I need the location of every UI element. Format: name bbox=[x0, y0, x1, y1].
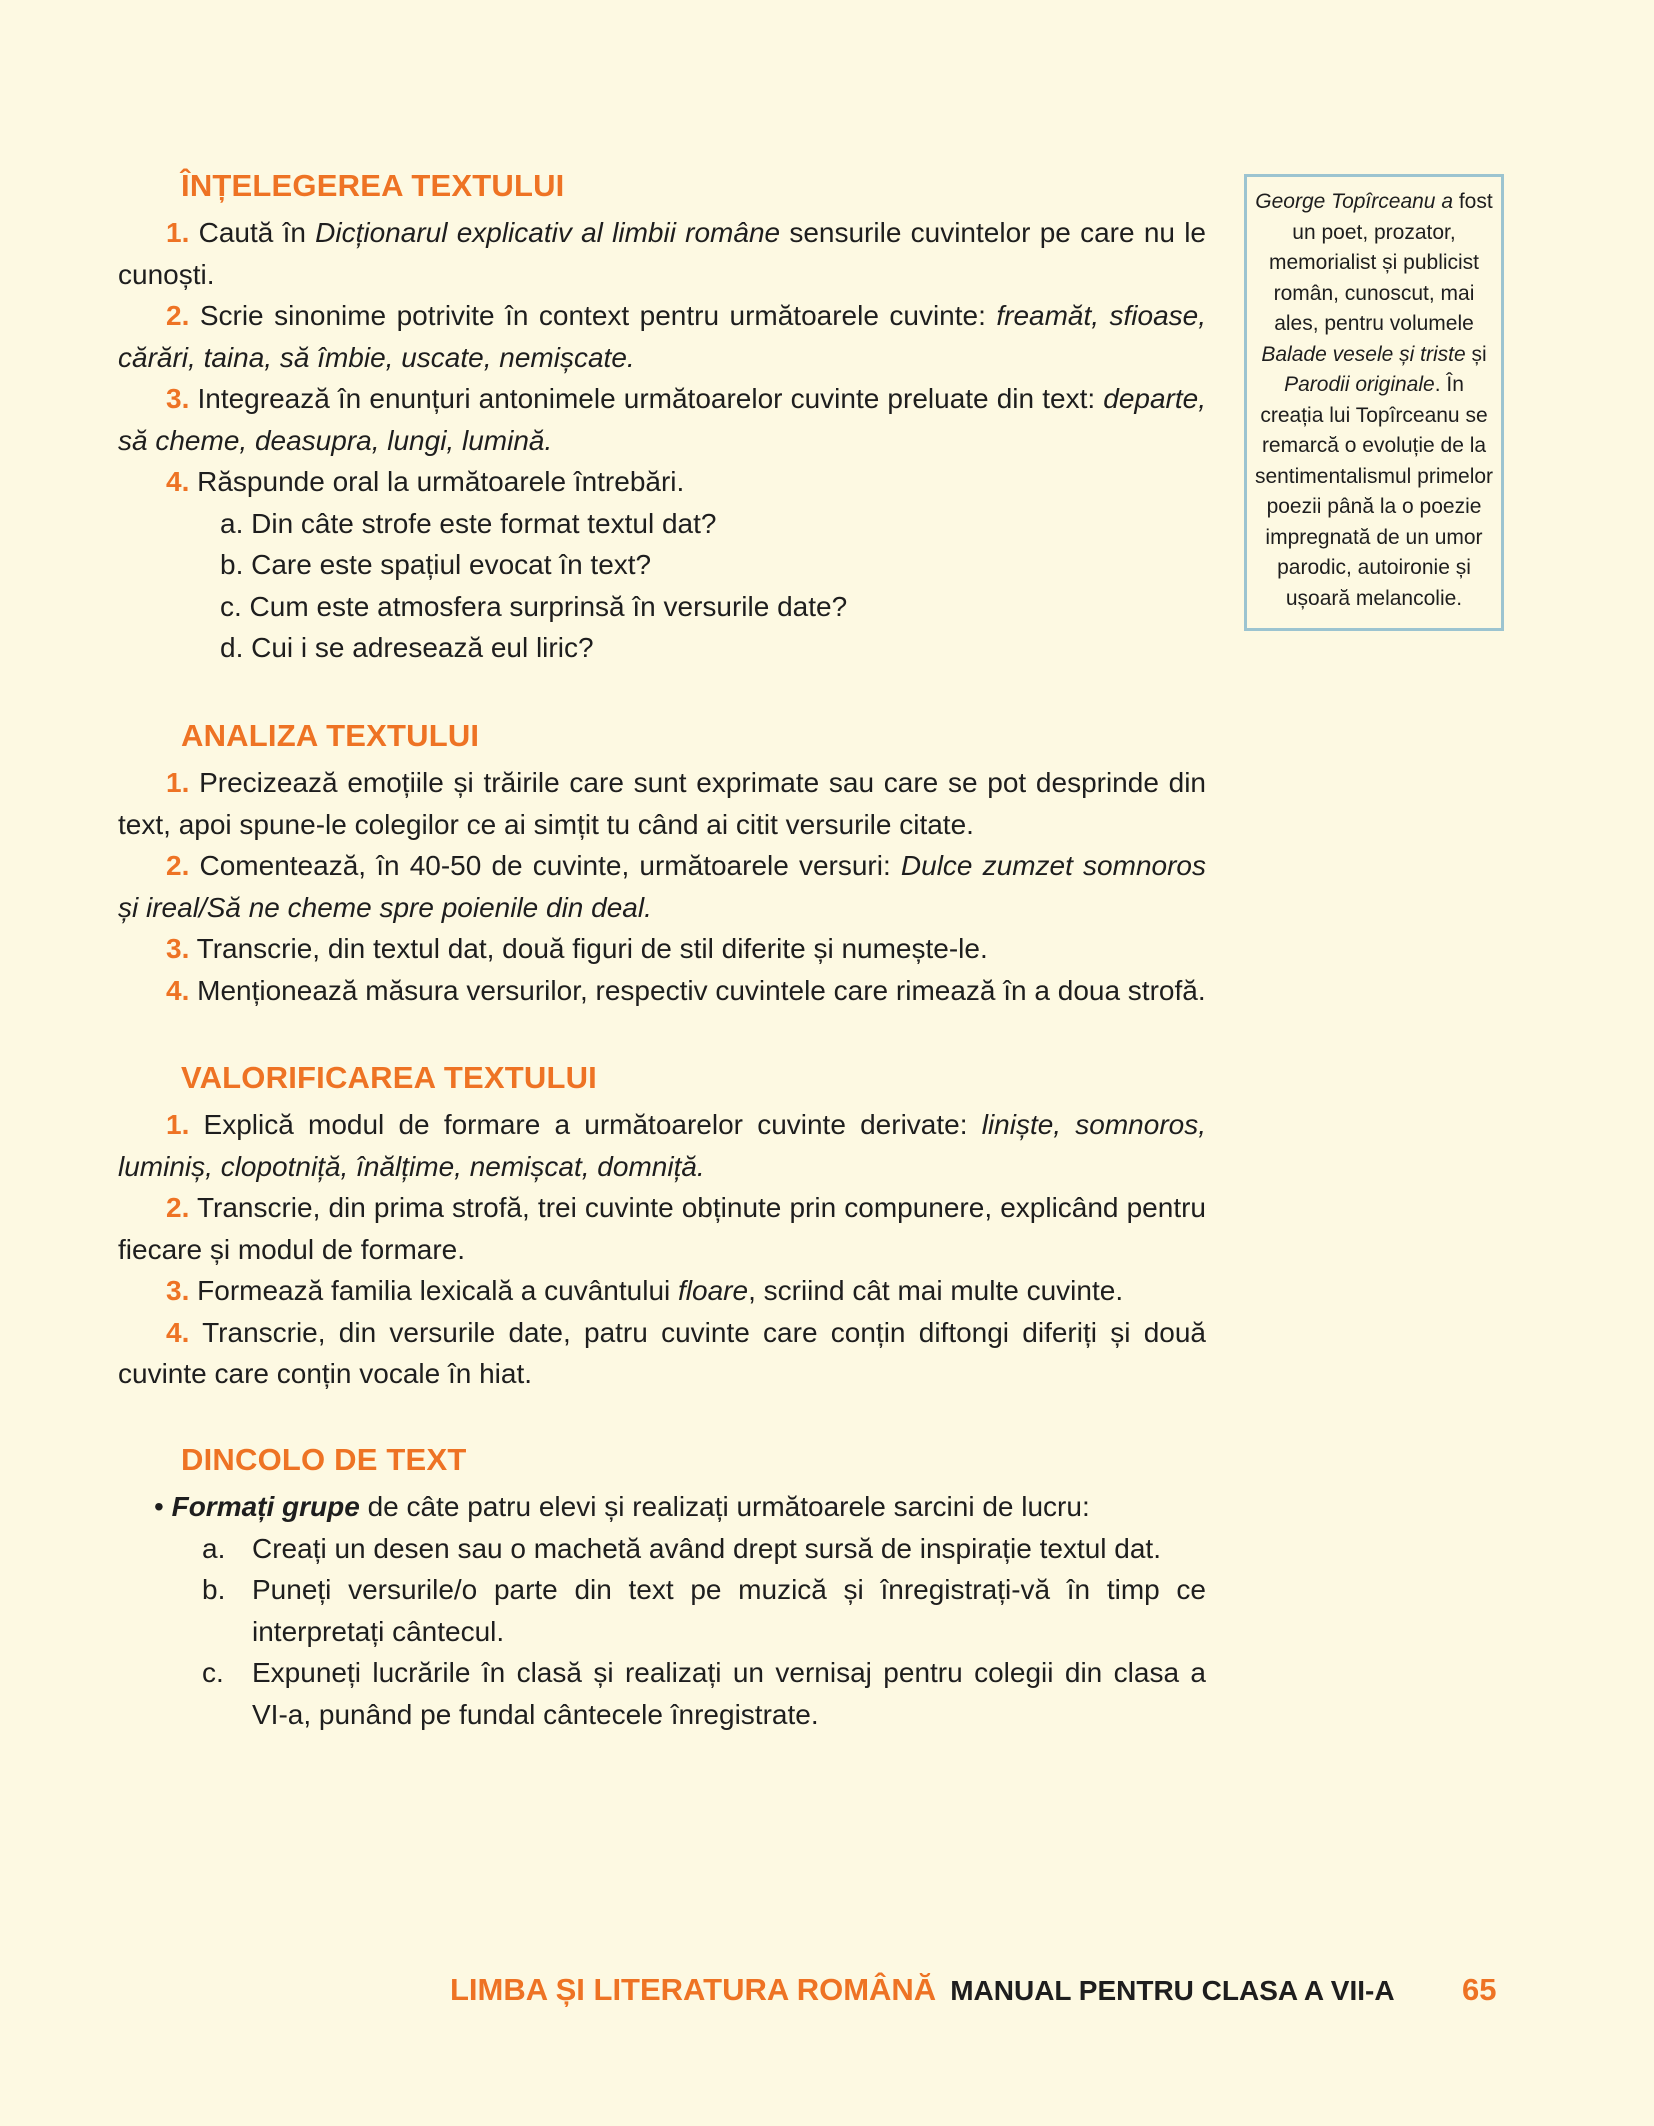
question-1: 1. Precizează emoțiile și trăirile care sunt exprimate sau care se pot desprinde din text, apoi spune-le colegilor ce ai simțit tu când ai citit versurile citate. bbox=[118, 767, 1206, 840]
question-2: 2. Transcrie, din prima strofă, trei cuvinte obținute prin compunere, explicând pentru fiecare și modul de formare. bbox=[118, 1192, 1206, 1265]
group-task-intro: • Formați grupe de câte patru elevi și realizați următoarele sarcini de lucru: bbox=[154, 1491, 1090, 1522]
section-intelegerea bbox=[118, 168, 1206, 669]
page-footer bbox=[450, 1972, 1510, 2008]
section-dincolo bbox=[118, 1442, 1206, 1735]
section-title: ÎNȚELEGEREA TEXTULUI bbox=[181, 168, 565, 203]
footer-manual: MANUAL PENTRU CLASA A VII-A bbox=[950, 1975, 1395, 2006]
section-title: VALORIFICAREA TEXTULUI bbox=[181, 1060, 597, 1095]
sub-question-c: c. Cum este atmosfera surprinsă în versurile date? bbox=[220, 590, 848, 622]
question-2: 2. Comentează, în 40-50 de cuvinte, următoarele versuri: Dulce zumzet somnoros și ireal/Să ne cheme spre poienile din deal. bbox=[118, 850, 1206, 923]
bullet-icon: • bbox=[154, 1491, 164, 1522]
question-4: 4. Răspunde oral la următoarele întrebări. bbox=[166, 466, 685, 497]
question-3: 3. Transcrie, din textul dat, două figuri de stil diferite și numește-le. bbox=[166, 933, 988, 964]
sub-question-a: a. Din câte strofe este format textul dat? bbox=[220, 507, 717, 539]
footer-subject: LIMBA ȘI LITERATURA ROMÂNĂ bbox=[450, 1972, 937, 2007]
question-4: 4. Transcrie, din versurile date, patru cuvinte care conțin diftongi diferiți și două cuvinte care conțin vocale în hiat. bbox=[118, 1316, 1206, 1389]
question-3: 3. Formează familia lexicală a cuvântului floare, scriind cât mai multe cuvinte. bbox=[166, 1275, 1124, 1306]
section-title: DINCOLO DE TEXT bbox=[181, 1442, 467, 1477]
section-analiza bbox=[118, 718, 1206, 1011]
task-b: b. Puneți versurile/o parte din text pe muzică și înregistrați-vă în timp ce interpretați cântecul. bbox=[202, 1574, 1206, 1647]
question-1: 1. Caută în Dicționarul explicativ al limbii române sensurile cuvintelor pe care nu le cunoști. bbox=[118, 217, 1206, 290]
task-c: c. Expuneți lucrările în clasă și realizați un vernisaj pentru colegii din clasa a VI-a, punând pe fundal cântecele înregistrate. bbox=[202, 1657, 1206, 1730]
section-valorificarea bbox=[118, 1060, 1206, 1395]
sub-question-b: b. Care este spațiul evocat în text? bbox=[220, 549, 652, 580]
question-1: 1. Explică modul de formare a următoarelor cuvinte derivate: liniște, somnoros, luminiș, clopotniță, înălțime, nemișcat, domniță. bbox=[118, 1109, 1207, 1182]
author-info-box: George Topîrceanu a fost un poet, prozator, memorialist și publicist român, cunoscut, mai ales, pentru volumele Balade vesele și triste și Parodii originale. În creația lui Topîrceanu se remarcă o evoluție de la sentimentalismul primelor poezii până la o poezie impregnată de un umor parodic, autoironie și ușoară melancolie. bbox=[1244, 174, 1504, 631]
question-4: 4. Menționează măsura versurilor, respectiv cuvintele care rimează în a doua strofă. bbox=[166, 974, 1206, 1006]
section-title: ANALIZA TEXTULUI bbox=[181, 718, 480, 753]
page-number: 65 bbox=[1462, 1972, 1497, 2007]
question-3: 3. Integrează în enunțuri antonimele următoarelor cuvinte preluate din text: departe, să cheme, deasupra, lungi, lumină. bbox=[118, 383, 1206, 456]
sub-question-d: d. Cui i se adresează eul liric? bbox=[220, 632, 594, 663]
task-a: a. Creați un desen sau o machetă având drept sursă de inspirație textul dat. bbox=[202, 1532, 1161, 1564]
question-2: 2. Scrie sinonime potrivite în context pentru următoarele cuvinte: freamăt, sfioase, cărări, taina, să îmbie, uscate, nemișcate. bbox=[118, 300, 1207, 373]
